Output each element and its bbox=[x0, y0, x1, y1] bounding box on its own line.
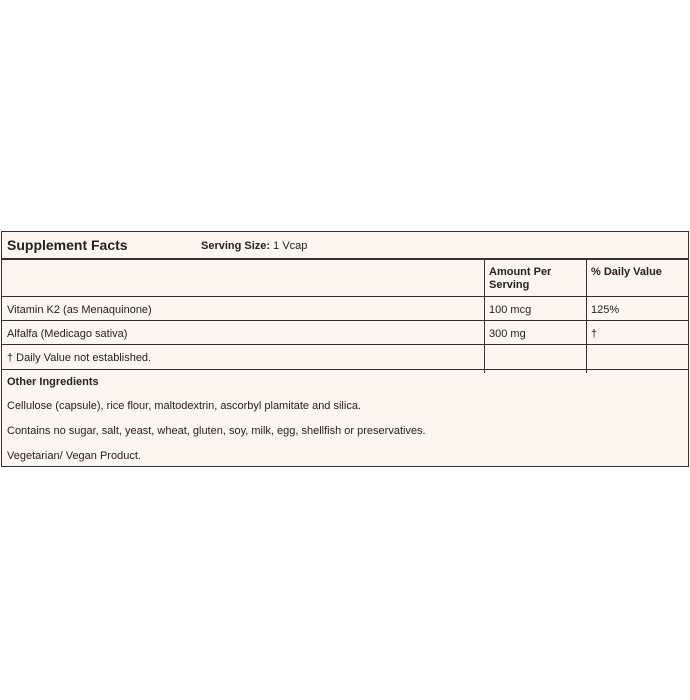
other-ingredients-title: Other Ingredients bbox=[7, 376, 99, 388]
divider bbox=[2, 344, 688, 345]
serving-size bbox=[201, 240, 307, 252]
divider bbox=[2, 296, 688, 297]
footnote: † Daily Value not established. bbox=[7, 352, 152, 364]
ingredient-daily-value: † bbox=[591, 328, 598, 340]
ingredient-daily-value: 125% bbox=[591, 304, 620, 316]
supplement-facts-panel bbox=[1, 231, 689, 467]
divider bbox=[2, 369, 688, 370]
ingredient-amount: 100 mcg bbox=[489, 304, 532, 316]
column-divider bbox=[586, 260, 587, 373]
serving-size-value: 1 Vcap bbox=[273, 240, 308, 252]
other-ingredients-text: Cellulose (capsule), rice flour, maltodextrin, ascorbyl plamitate and silica. bbox=[7, 400, 361, 412]
dietary-statement: Contains no sugar, salt, yeast, wheat, gluten, soy, milk, egg, shellfish or preservatives. bbox=[7, 425, 426, 437]
serving-size-label: Serving Size: bbox=[201, 240, 271, 252]
panel-title: Supplement Facts bbox=[7, 237, 128, 253]
ingredient-name: Vitamin K2 (as Menaquinone) bbox=[7, 304, 152, 316]
divider bbox=[2, 320, 688, 321]
column-divider bbox=[484, 260, 485, 373]
vegetarian-statement: Vegetarian/ Vegan Product. bbox=[7, 450, 141, 462]
header-amount-per-serving: Amount Per Serving bbox=[489, 266, 552, 291]
header-daily-value: % Daily Value bbox=[591, 266, 662, 278]
ingredient-amount: 300 mg bbox=[489, 328, 526, 340]
ingredient-name: Alfalfa (Medicago sativa) bbox=[7, 328, 128, 340]
